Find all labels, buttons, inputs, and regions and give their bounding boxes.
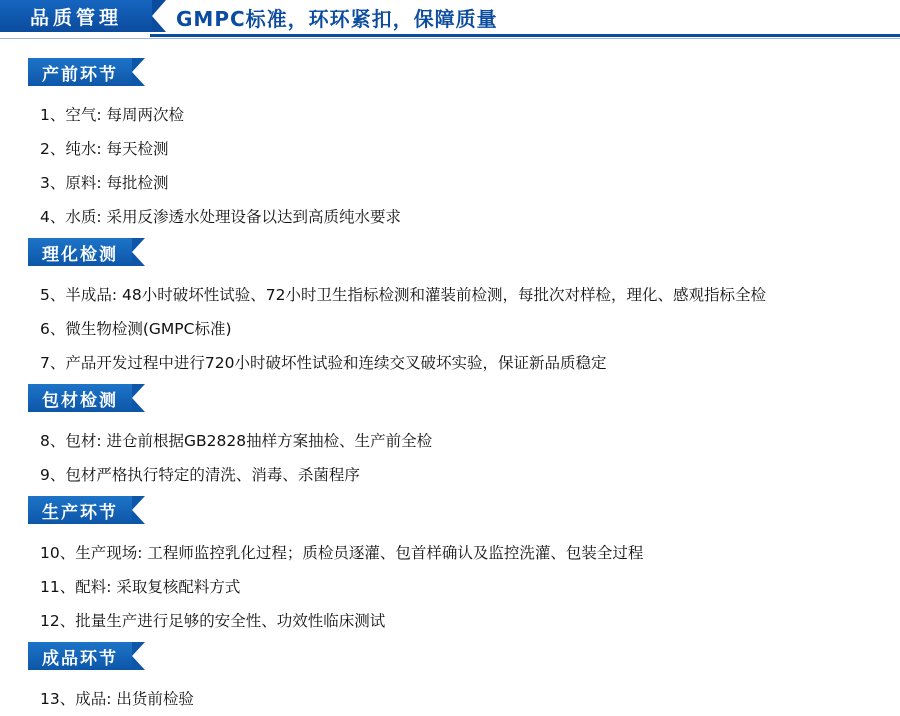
list-item: 13、成品: 出货前检验 <box>40 690 194 709</box>
section-heading-box <box>28 496 132 524</box>
section-arrow-icon <box>132 496 145 524</box>
section-heading-box <box>28 238 132 266</box>
header-tab-label: 品质管理 <box>29 6 122 29</box>
list-item: 5、半成品: 48小时破坏性试验、72小时卫生指标检测和灌装前检测，每批次对样检，理化、感观指标全检 <box>40 286 766 305</box>
section-heading <box>28 238 900 266</box>
section-heading-box <box>28 58 132 86</box>
section-packaging-testing <box>0 384 900 492</box>
section-arrow-icon <box>132 384 145 412</box>
section-heading-box <box>28 642 132 670</box>
section-arrow-icon <box>132 238 145 266</box>
header-tab <box>0 0 152 32</box>
section-item-list <box>0 98 900 234</box>
list-item: 3、原料: 每批检测 <box>40 174 169 193</box>
page-header <box>0 0 900 42</box>
section-item-list <box>0 536 900 638</box>
list-item: 6、微生物检测(GMPC标准) <box>40 320 232 339</box>
list-item: 11、配料: 采取复核配料方式 <box>40 578 241 597</box>
section-arrow-icon <box>132 58 145 86</box>
section-pre-production <box>0 58 900 234</box>
list-item: 10、生产现场: 工程师监控乳化过程；质检员逐灌、包首样确认及监控洗灌、包装全过程 <box>40 544 644 563</box>
section-item-list <box>0 682 900 716</box>
section-heading <box>28 642 900 670</box>
section-title: 成品环节 <box>42 648 118 669</box>
header-tab-arrow-icon <box>152 0 166 32</box>
list-item: 8、包材: 进仓前根据GB2828抽样方案抽检、生产前全检 <box>40 432 433 451</box>
section-heading <box>28 58 900 86</box>
section-item-list <box>0 424 900 492</box>
list-item: 1、空气: 每周两次检 <box>40 106 185 124</box>
list-item: 12、批量生产进行足够的安全性、功效性临床测试 <box>40 612 386 631</box>
section-title: 产前环节 <box>42 64 118 85</box>
header-rule <box>150 34 900 37</box>
section-title: 生产环节 <box>42 502 118 523</box>
section-title: 包材检测 <box>42 390 118 411</box>
section-physiochemical-testing <box>0 238 900 380</box>
section-heading <box>28 384 900 412</box>
section-title: 理化检测 <box>42 244 118 265</box>
page-title: GMPC标准，环环紧扣，保障质量 <box>176 7 498 31</box>
section-heading <box>28 496 900 524</box>
list-item: 2、纯水: 每天检测 <box>40 140 169 159</box>
section-heading-box <box>28 384 132 412</box>
section-finished-product <box>0 642 900 716</box>
list-item: 7、产品开发过程中进行720小时破坏性试验和连续交叉破坏实验，保证新品质稳定 <box>40 354 607 373</box>
section-production <box>0 496 900 638</box>
content-area <box>0 42 900 716</box>
section-item-list <box>0 278 900 380</box>
header-rule-thin <box>0 38 900 39</box>
list-item: 4、水质: 采用反渗透水处理设备以达到高质纯水要求 <box>40 208 402 227</box>
section-arrow-icon <box>132 642 145 670</box>
list-item: 9、包材严格执行特定的清洗、消毒、杀菌程序 <box>40 466 360 485</box>
